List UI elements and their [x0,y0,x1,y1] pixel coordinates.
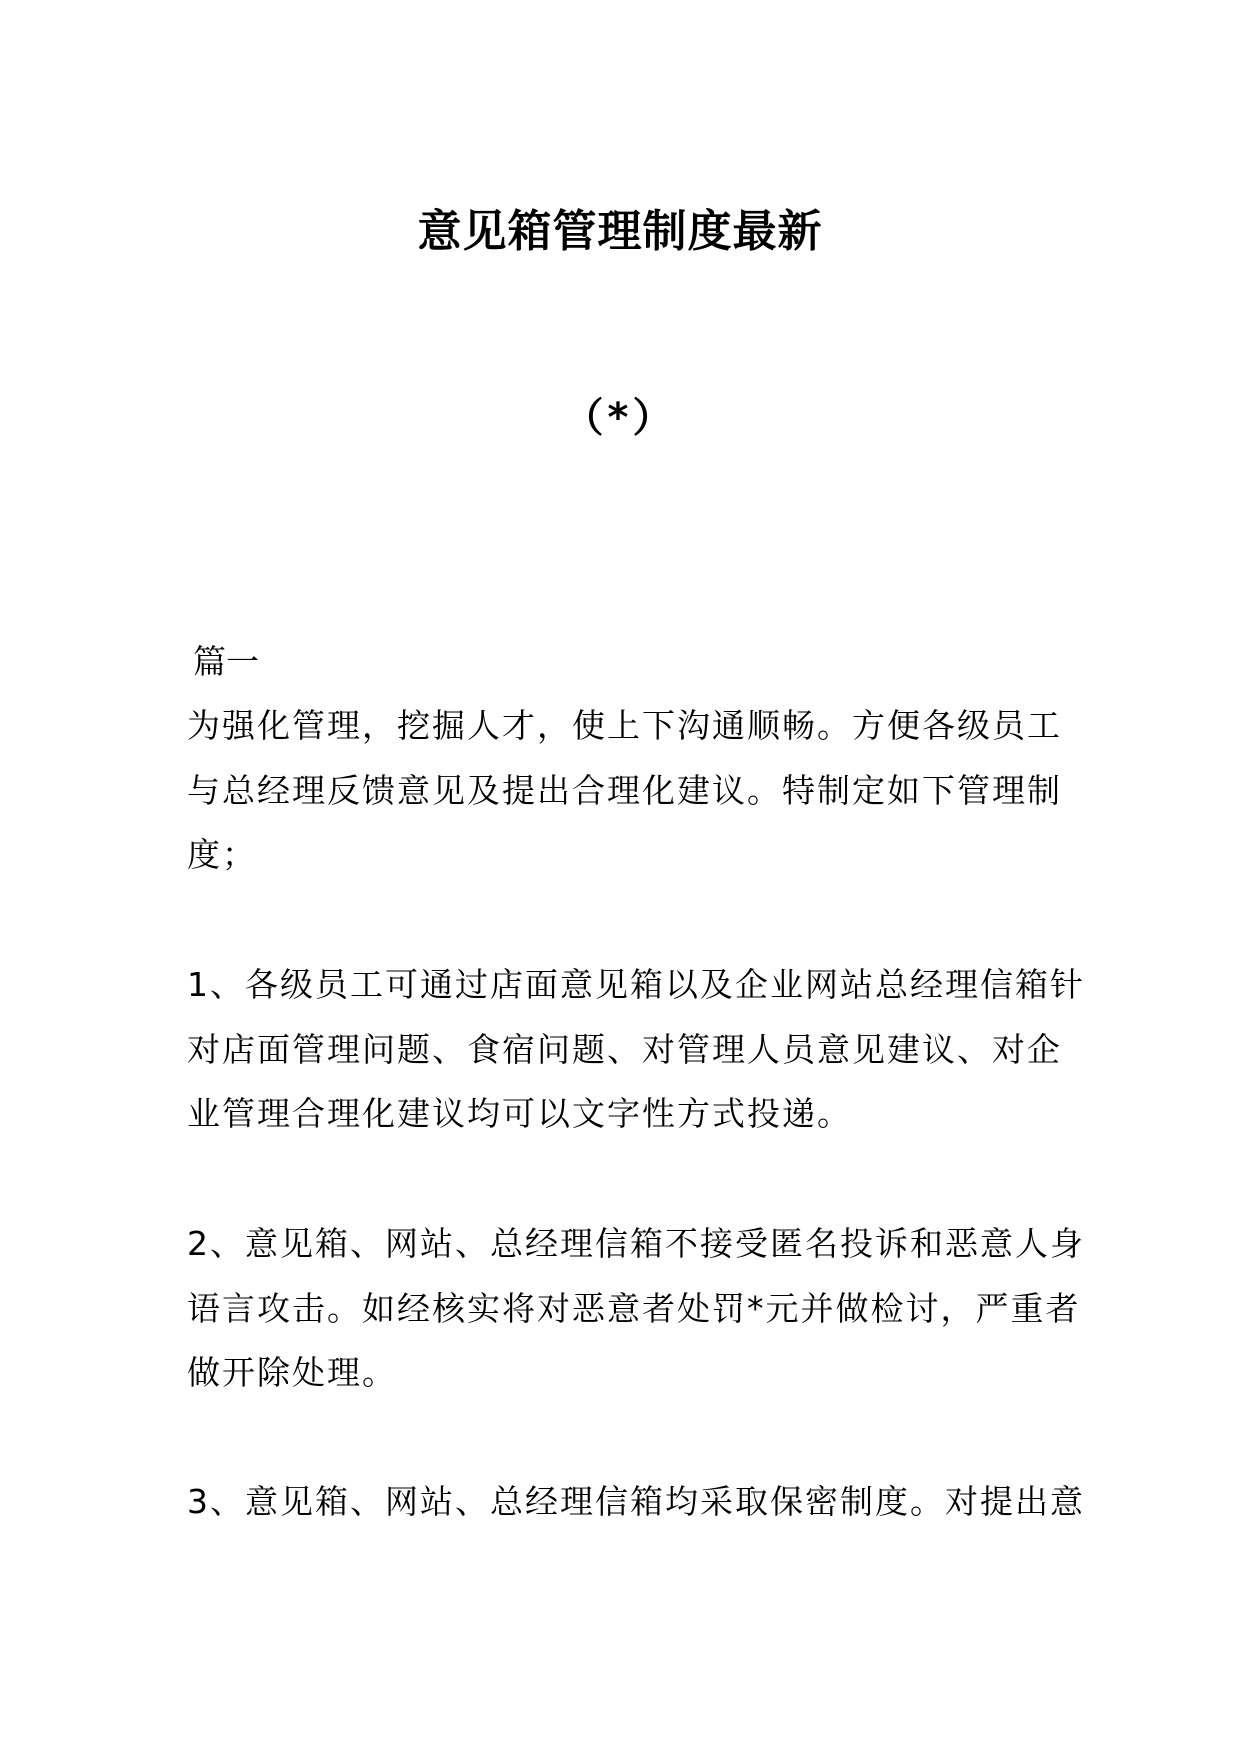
text-line: 语言攻击。如经核实将对恶意者处罚*元并做检讨，严重者 [187,1288,1081,1328]
text-line: 为强化管理，挖掘人才，使上下沟通顺畅。方便各级员工 [187,706,1062,745]
section-label: 篇一 [193,642,259,681]
text-line: 2、意见箱、网站、总经理信箱不接受匿名投诉和恶意人身 [187,1224,1085,1263]
text-line: 业管理合理化建议均可以文字性方式投递。 [187,1094,852,1133]
intro-paragraph [187,694,1062,888]
paragraph-2 [187,1212,1085,1406]
title-marker: （*） [563,395,677,441]
paragraph-1 [187,953,1085,1147]
text-line: 与总经理反馈意见及提出合理化建议。特制定如下管理制 [187,770,1062,810]
text-line: 做开除处理。 [187,1353,397,1392]
document-title: 意见箱管理制度最新 [417,206,823,257]
text-line: 度； [187,835,257,874]
text-line: 3、意见箱、网站、总经理信箱均采取保密制度。对提出意 [187,1482,1085,1521]
text-line: 1、各级员工可通过店面意见箱以及企业网站总经理信箱针 [187,965,1085,1004]
paragraph-3 [187,1470,1085,1535]
text-line: 对店面管理问题、食宿问题、对管理人员意见建议、对企 [187,1029,1062,1069]
